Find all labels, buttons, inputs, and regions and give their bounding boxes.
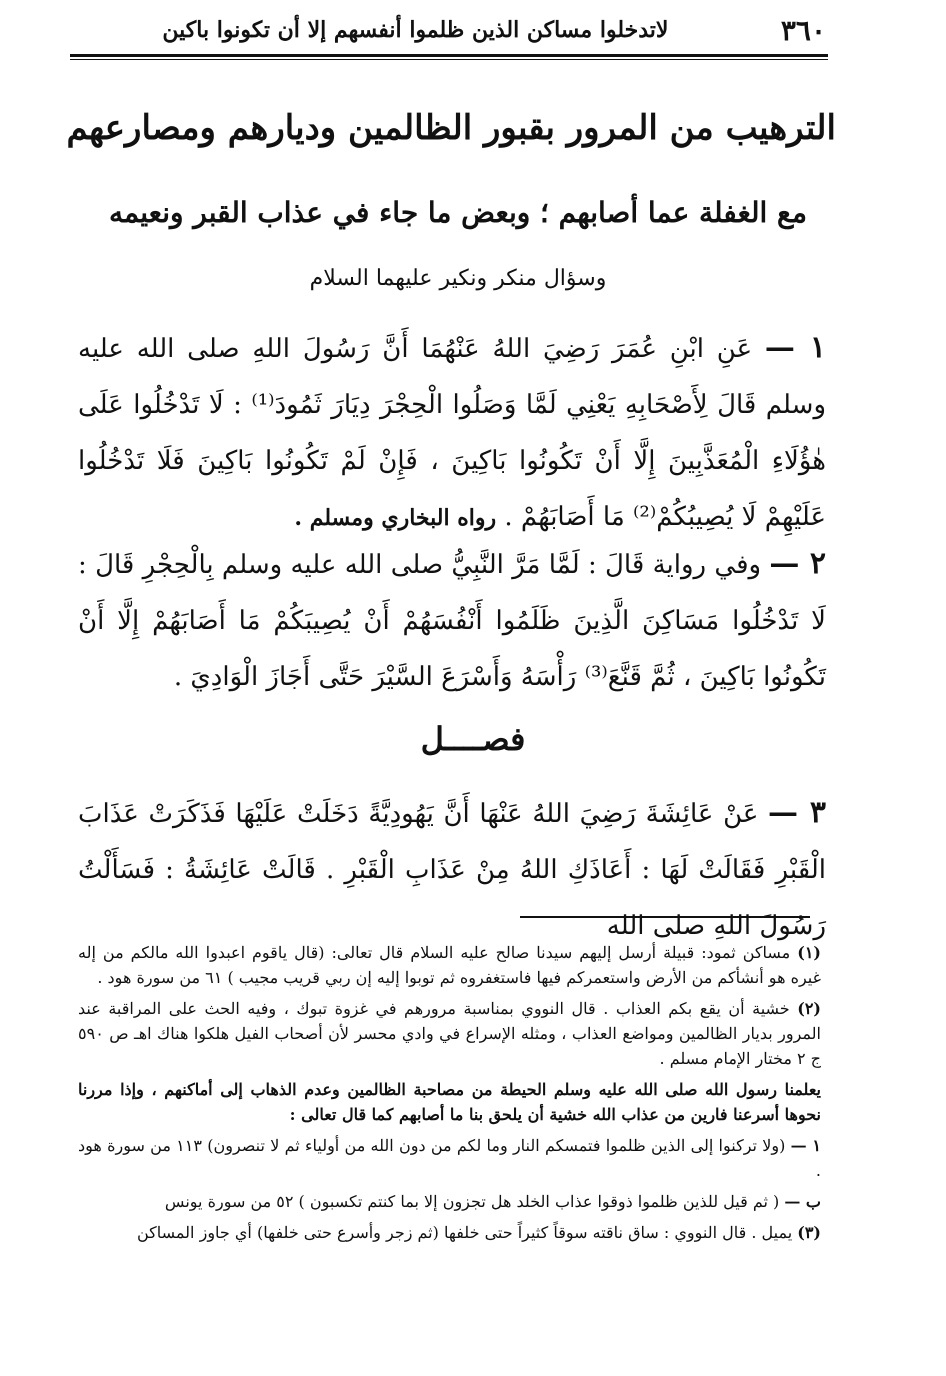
hadith-number: ٣ — [768,795,827,830]
chapter-subtitle-second-line: وسؤال منكر ونكير عليهما السلام [309,266,607,291]
chapter-title: الترهيب من المرور بقبور الظالمين وديارهم ومصارعهم [66,108,836,148]
footnote [78,1220,821,1245]
footnote-text: يعلمنا رسول الله صلى الله عليه وسلم الحيطة من مصاحبة الظالمين وعدم الذهاب إلى أماكنهم ، وإذا مررنا نحوها أسرعنا فارين من عذاب الله خشية أن يلحق بنا ما أصابهم كما قال تعالى : [78,1080,821,1124]
footnotes [78,940,821,1251]
hadith-1 [78,320,826,546]
hadith-2 [78,536,826,705]
footnote-number: ١ — [790,1136,821,1155]
running-title: لاتدخلوا مساكن الذين ظلموا أنفسهم إلا أن تكونوا باكين [162,17,669,43]
hadith-source: رواه البخاري ومسلم . [294,505,497,531]
hadith-text: عَنْ عَائِشَةَ رَضِيَ اللهُ عَنْهَا أَنَّ يَهُودِيَّةً دَخَلَتْ عَلَيْهَا فَذَكَرَتْ عَذَابَ الْقَبْرِ فَقَالَتْ لَهَا : أَعَاذَكِ اللهُ مِنْ عَذَابِ الْقَبْرِ . قَالَتْ عَائِشَةُ : فَسَأَلْتُ رَسُولَ اللهِ صلى الله [78,799,826,941]
hadith-3 [78,785,826,954]
footnote-commentary [78,1077,821,1127]
hadith-number: ١ — [764,330,827,365]
footnote-number: (١) [797,943,821,962]
header-rule [70,54,828,57]
chapter-subtitle: مع الغفلة عما أصابهم ؛ وبعض ما جاء في عذاب القبر ونعيمه [109,196,807,229]
footnote [78,940,821,990]
footnote-text: خشية أن يقع بكم العذاب . قال النووي بمناسبة مرورهم في غزوة تبوك ، وفيه الحث على المراقبة عند المرور بديار الظالمين ومواضع العذاب ، ومثله الإسراع في وادي محسر لأن أصحاب الفيل هلكوا هناك اهـ ص ٥٩٠ ج ٢ مختار الإمام مسلم . [78,999,821,1068]
footnote [78,996,821,1071]
hadith-text: عَنِ ابْنِ عُمَرَ رَضِيَ اللهُ عَنْهُمَا أَنَّ رَسُولَ اللهِ صلى الله عليه وسلم قَالَ لِأَصْحَابِهِ يَعْنِي لَمَّا وَصَلُوا الْحِجْرَ دِيَارَ ثَمُودَ⁽¹⁾ : لَا تَدْخُلُوا عَلَى هٰؤُلَاءِ الْمُعَذَّبِينَ إِلَّا أَنْ تَكُونُوا بَاكِينَ ، فَإِنْ لَمْ تَكُونُوا بَاكِينَ فَلَا تَدْخُلُوا عَلَيْهِمْ لَا يُصِيبُكُمْ⁽²⁾ مَا أَصَابَهُمْ . [78,334,827,532]
hadith-text: وفي رواية قَالَ : لَمَّا مَرَّ النَّبِيُّ صلى الله عليه وسلم بِالْحِجْرِ قَالَ : لَا تَدْخُلُوا مَسَاكِنَ الَّذِينَ ظَلَمُوا أَنْفُسَهُمْ أَنْ يُصِيبَكُمْ مَا أَصَابَهُمْ إِلَّا أَنْ تَكُونُوا بَاكِينَ ، ثُمَّ قَنَّعَ⁽³⁾ رَأْسَهُ وَأَسْرَعَ السَّيْرَ حَتَّى أَجَازَ الْوَادِيَ . [78,550,826,692]
page-number: ٣٦٠ [780,13,826,47]
footnote-text: يميل . قال النووي : ساق ناقته سوقاً كثيراً حتى خلفها (ثم زجر وأسرع حتى خلفها) أي جاوز المساكن [136,1223,793,1242]
footnote [78,1133,821,1183]
footnote-number: (٣) [797,1223,821,1242]
section-heading: فصــــل [420,720,526,758]
footnote [78,1189,821,1214]
running-header [70,8,826,52]
footnote-text: مساكن ثمود: قبيلة أرسل إليهم سيدنا صالح عليه السلام قال تعالى: (قال ياقوم اعبدوا الله مالكم من إله غيره هو أنشأكم من الأرض واستعمركم فيها فاستغفروه ثم توبوا إليه إن ربي قريب مجيب ) ٦١ من سورة هود . [78,943,821,987]
footnote-number: ب — [784,1192,821,1211]
footnote-text: ( ثم قيل للذين ظلموا ذوقوا عذاب الخلد هل تجزون إلا بما كنتم تكسبون ) ٥٢ من سورة يونس [164,1192,780,1211]
footnote-number: (٢) [797,999,821,1018]
header-rule-thin [70,59,828,60]
footnote-text: (ولا تركنوا إلى الذين ظلموا فتمسكم النار وما لكم من دون الله من أولياء ثم لا تنصرون) ١١٣ من سورة هود . [78,1136,821,1180]
footnote-separator [520,916,810,918]
hadith-number: ٢ — [769,546,826,581]
